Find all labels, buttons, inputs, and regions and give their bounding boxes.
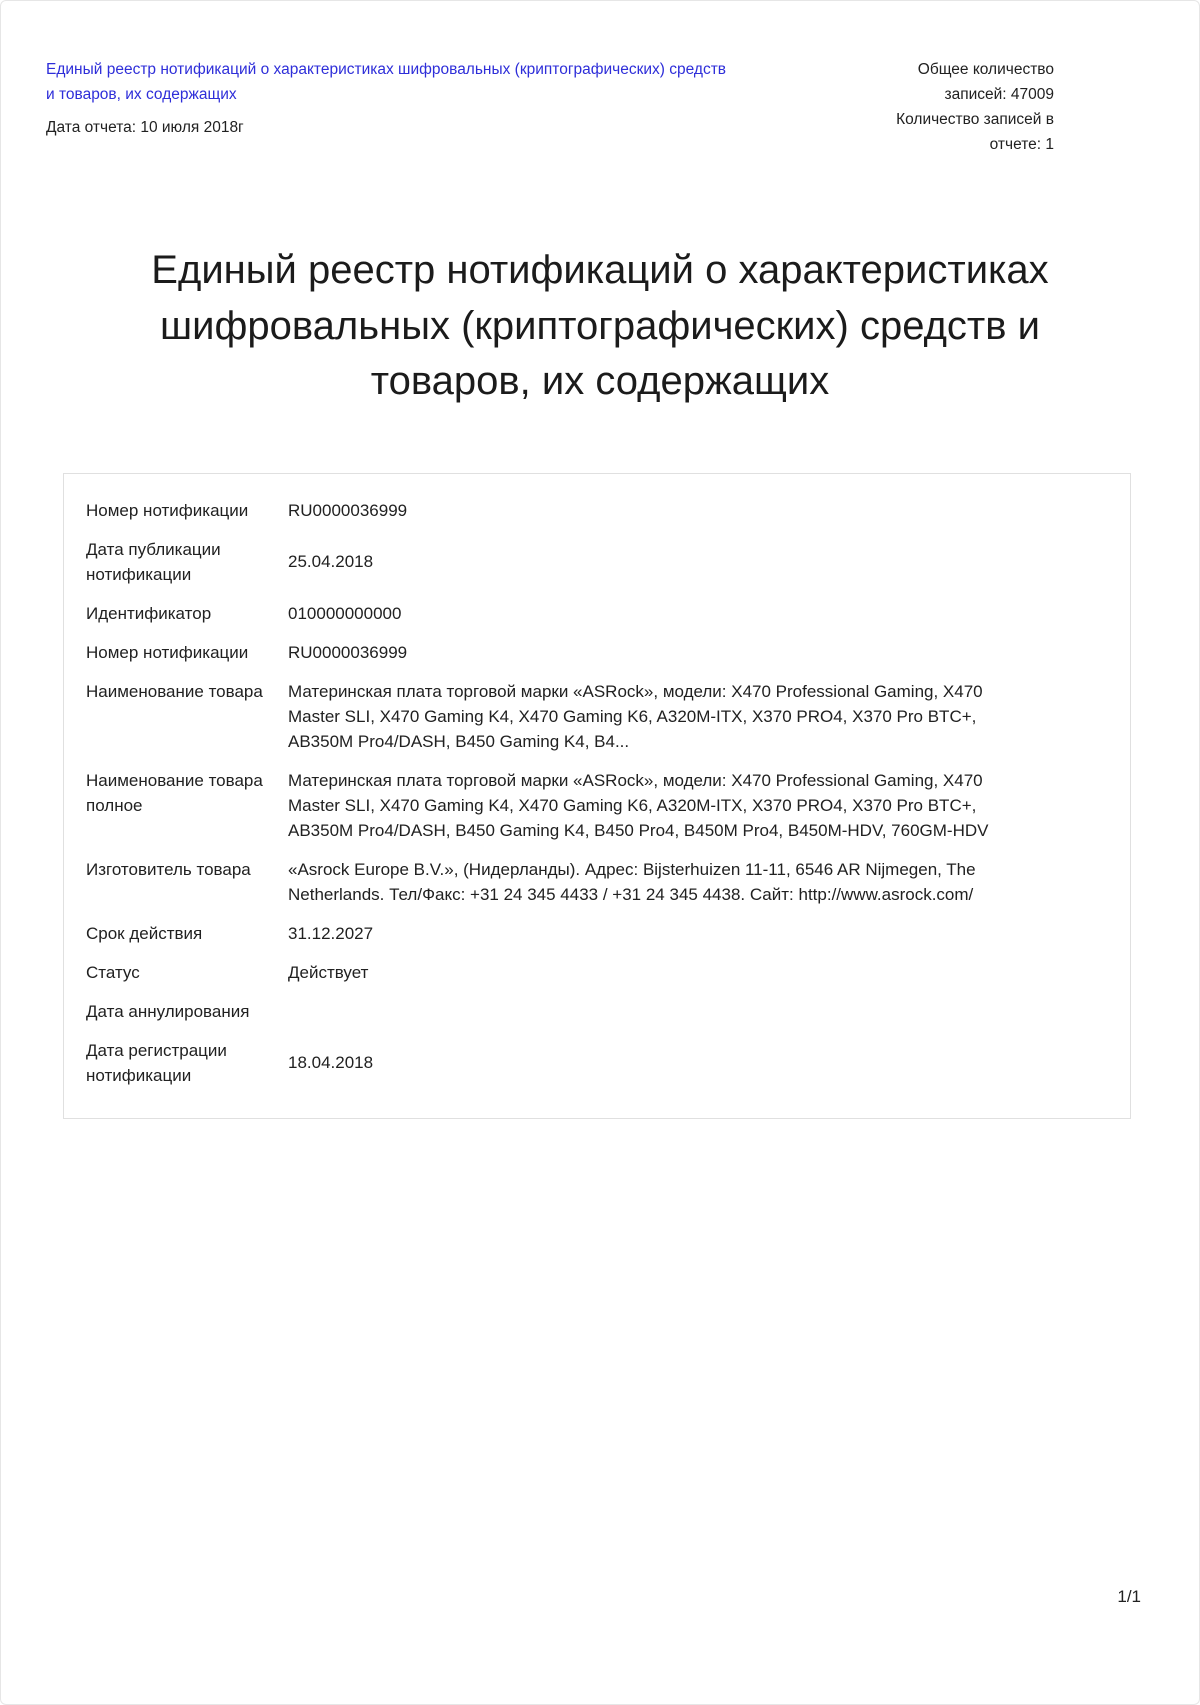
field-value: 010000000000 bbox=[288, 603, 402, 623]
record-row bbox=[86, 673, 1106, 762]
record-row bbox=[86, 634, 1106, 673]
notification-record-card bbox=[63, 473, 1131, 1119]
records-in-report-count: Количество записей в отчете: 1 bbox=[896, 111, 1054, 154]
field-label: Наименование товара bbox=[86, 681, 263, 701]
record-row bbox=[86, 915, 1106, 954]
header-stats-block bbox=[854, 57, 1054, 157]
record-row bbox=[86, 595, 1106, 634]
record-row bbox=[86, 762, 1106, 851]
field-value: 18.04.2018 bbox=[288, 1053, 374, 1073]
field-label: Дата аннулирования bbox=[86, 1001, 250, 1021]
field-value: Действует bbox=[288, 962, 369, 982]
field-value: Материнская плата торговой марки «ASRock», модели: X470 Professional Gaming, X470 Master SLI, X470 Gaming K4, X470 Gaming K6, A320M-ITX, X370 PRO4, X370 Pro BTC+, AB350M Pro4/DASH, B450 Gaming K4, B450 Pro4, B450M Pro4, B450M-HDV, 760GM-HDV bbox=[288, 770, 989, 840]
field-value: 25.04.2018 bbox=[288, 552, 374, 572]
field-label: Статус bbox=[86, 962, 140, 982]
page-number: 1/1 bbox=[1117, 1587, 1141, 1606]
field-label: Дата публикации нотификации bbox=[86, 540, 221, 584]
field-label: Номер нотификации bbox=[86, 501, 249, 520]
field-value: RU0000036999 bbox=[288, 642, 408, 662]
field-value: 31.12.2027 bbox=[288, 923, 374, 943]
field-label: Дата регистрации нотификации bbox=[86, 1040, 227, 1085]
record-row bbox=[86, 492, 1106, 531]
field-label: Наименование товара полное bbox=[86, 770, 263, 815]
field-value: «Asrock Europe B.V.», (Нидерланды). Адрес: Bijsterhuizen 11-11, 6546 AR Nijmegen, The Netherlands. Тел/Факс: +31 24 345 4433 / +31 24 345 4438. Сайт: http://www.asrock.com/ bbox=[288, 859, 976, 904]
field-label: Номер нотификации bbox=[86, 642, 249, 662]
record-row bbox=[86, 531, 1106, 595]
report-header bbox=[1, 1, 1199, 157]
page-title: Единый реестр нотификаций о характеристиках шифровальных (криптографических) средств и товаров, их содержащих bbox=[151, 248, 1049, 403]
field-label: Изготовитель товара bbox=[86, 859, 251, 879]
field-value: Материнская плата торговой марки «ASRock», модели: X470 Professional Gaming, X470 Master SLI, X470 Gaming K4, X470 Gaming K6, A320M-ITX, X370 PRO4, X370 Pro BTC+, AB350M Pro4/DASH, B450 Gaming K4, B4... bbox=[288, 681, 983, 751]
record-row bbox=[86, 993, 1106, 1032]
field-value: RU0000036999 bbox=[288, 501, 408, 520]
field-label: Идентификатор bbox=[86, 603, 212, 623]
record-row bbox=[86, 1032, 1106, 1096]
total-records-count: Общее количество записей: 47009 bbox=[917, 61, 1054, 104]
field-label: Срок действия bbox=[86, 923, 203, 943]
field-value bbox=[288, 1000, 1008, 1025]
registry-title-link[interactable]: Единый реестр нотификаций о характеристиках шифровальных (криптографических) средств и товаров, их содержащих bbox=[46, 61, 727, 104]
report-date: Дата отчета: 10 июля 2018г bbox=[46, 119, 244, 137]
header-left-block bbox=[46, 57, 736, 157]
record-row bbox=[86, 851, 1106, 915]
record-row bbox=[86, 954, 1106, 993]
